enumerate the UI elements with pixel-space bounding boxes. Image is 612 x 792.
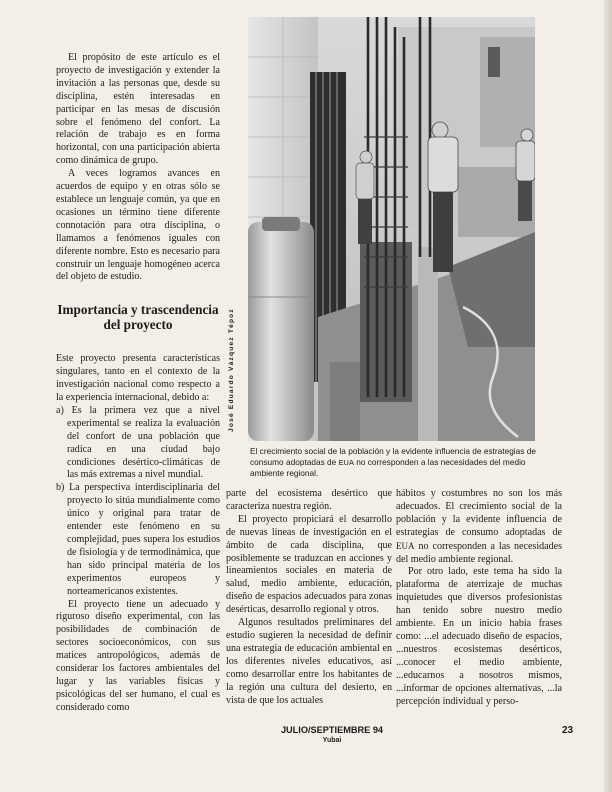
paragraph: Algunos resultados preliminares del estudio sugieren la necesidad de definir una estrategia de educación ambiental en los diferentes niveles educativos, así como desarrollar entre los habitantes de la región una cultura del desierto, en vista de que los actuales — [226, 617, 392, 706]
article-column-left — [56, 52, 220, 715]
list-item-text: La perspectiva interdisciplinaria del proyecto lo sitúa mundialmente como único y original para tratar de entender este fenómeno en su complejidad, pues supera los estudios de fisiología y de termodinámica, que han sido principal materia de los experimentos europeos y norteamericanos existentes. — [67, 482, 220, 597]
issue-date: JULIO/SEPTIEMBRE 94 — [280, 725, 384, 735]
caption-text-end: no corresponden a las necesidades del medio ambiente regional. — [250, 456, 526, 479]
paragraph: El propósito de este artículo es el proyecto de investigación y extender la invitación a las personas que, desde su disciplina, estén interesadas en participar en las mesas de discusión sobre el fenómeno del confort. La relación de trabajo es en forma horizontal, con una participación abierta como dinámica de grupo. — [56, 52, 220, 167]
list-marker: b) — [56, 482, 65, 494]
construction-photo — [248, 17, 535, 441]
paragraph: parte del ecosistema desértico que caracteriza nuestra región. — [226, 488, 392, 512]
publication-name: Yubai — [322, 736, 342, 744]
abbreviation: EUA — [396, 540, 415, 551]
caption-abbreviation: EUA — [338, 457, 354, 467]
construction-site-image — [248, 17, 535, 441]
paragraph: El proyecto propiciará el desarrollo de nuevas líneas de investigación en el ámbito de cada disciplina, que posiblemente se traduzcan en acciones y lineamientos sociales en materia de salud, medio ambiente, educación, diseño de espacios adecuados para zonas desérticas, desarrollo regional y otros. — [226, 513, 392, 616]
list-item — [56, 405, 220, 482]
paragraph-text-end: no corresponden a las necesidades del medio ambiente regional. — [396, 540, 562, 565]
paragraph — [396, 488, 562, 566]
paragraph: Este proyecto presenta características singulares, tanto en el contexto de la investigación nacional como respecto a la experiencia internacional, debido a: — [56, 353, 220, 404]
list-marker: a) — [56, 404, 64, 416]
article-column-middle — [226, 488, 392, 707]
paragraph-text: hábitos y costumbres no son los más adecuados. El crecimiento social de la población y la evidente influencia de estrategias de consumo adoptadas de — [396, 488, 562, 538]
list-item — [56, 482, 220, 598]
paragraph: El proyecto tiene un adecuado y riguroso diseño experimental, con las posibilidades de combinación de sectores socioeconómicos, con sus matices antropológicos, además de considerar los factores ambientales del lugar y las variables físicas y psicológicas del ser humano, el cual es considerado como — [56, 598, 220, 713]
paragraph: Por otro lado, este tema ha sido la plataforma de aterrizaje de muchas inquietudes que diversos profesionistas han tenido sobre nuestro medio ambiente. En un inicio había frases como: ...el adecuado diseño de espacios, ...nuestros ecosistemas desérticos, ...conocer el medio ambiente, ...educarnos a nosotros mismos, ...informar de opciones alternativas, ...la percepción individual y perso- — [396, 566, 562, 707]
page-footer — [272, 725, 392, 746]
paragraph: A veces logramos avances en acuerdos de equipo y en otras sólo se establece un lenguaje común, ya que en ocasiones un término tiene diferente connotación para otra disciplina, o llamamos a fenómenos iguales con diferente nombre. Esto es necesario para construir un lenguaje homogéneo acerca del objeto de estudio. — [56, 168, 220, 283]
section-heading: Importancia y trascendencia del proyecto — [57, 302, 219, 333]
page-edge — [604, 0, 612, 792]
article-column-right — [396, 488, 562, 708]
list-item-text: Es la primera vez que a nivel experimental se realiza la evaluación del confort de una población que radica en una ciudad bajo condiciones desértico-climáticas de las más extremas a nivel mundial. — [67, 404, 220, 481]
caption-text: El crecimiento social de la población y la evidente influencia de estrategias de consumo adoptadas de — [250, 446, 536, 467]
photo-caption — [250, 446, 540, 479]
page-number: 23 — [562, 725, 574, 736]
photo-credit: José Eduardo Vázquez Tépoz — [228, 308, 235, 432]
